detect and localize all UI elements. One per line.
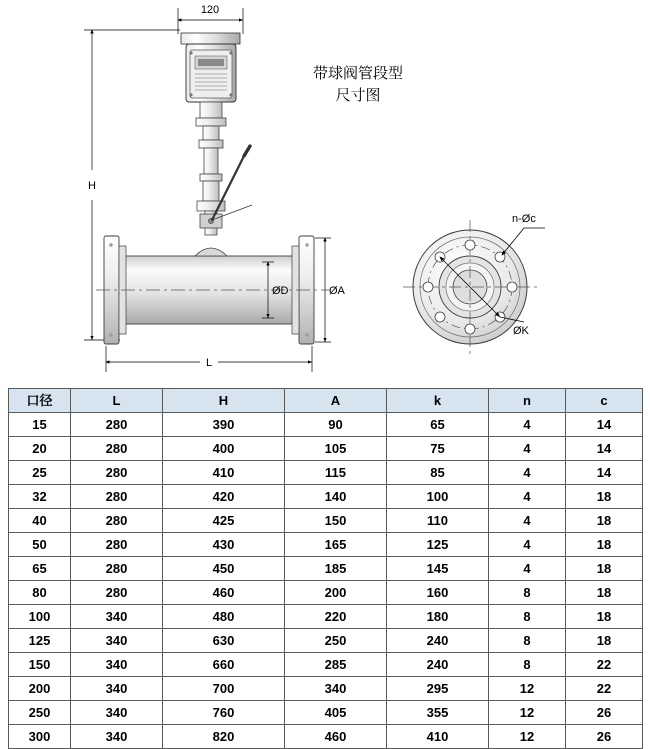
table-header-row bbox=[9, 389, 643, 413]
cell-h: 660 bbox=[163, 653, 285, 677]
cell-a: 185 bbox=[285, 557, 387, 581]
spec-table-container bbox=[8, 388, 642, 749]
table-row bbox=[9, 437, 643, 461]
cell-h: 450 bbox=[163, 557, 285, 581]
cell-n: 12 bbox=[489, 725, 566, 749]
cell-l: 340 bbox=[71, 605, 163, 629]
cell-h: 820 bbox=[163, 725, 285, 749]
table-row bbox=[9, 533, 643, 557]
cell-k: 180 bbox=[387, 605, 489, 629]
column-header-bore: 口径 bbox=[9, 389, 71, 413]
cell-bore: 15 bbox=[9, 413, 71, 437]
cell-k: 355 bbox=[387, 701, 489, 725]
cell-bore: 300 bbox=[9, 725, 71, 749]
column-header-c: c bbox=[566, 389, 643, 413]
cell-a: 285 bbox=[285, 653, 387, 677]
outer-diameter-label: ØA bbox=[329, 285, 345, 297]
cell-n: 8 bbox=[489, 629, 566, 653]
cell-h: 425 bbox=[163, 509, 285, 533]
cell-bore: 65 bbox=[9, 557, 71, 581]
cell-c: 18 bbox=[566, 605, 643, 629]
column-header-n: n bbox=[489, 389, 566, 413]
table-row bbox=[9, 725, 643, 749]
cell-n: 4 bbox=[489, 485, 566, 509]
cell-k: 110 bbox=[387, 509, 489, 533]
cell-l: 340 bbox=[71, 677, 163, 701]
cell-a: 165 bbox=[285, 533, 387, 557]
cell-bore: 250 bbox=[9, 701, 71, 725]
cell-n: 4 bbox=[489, 437, 566, 461]
table-row bbox=[9, 509, 643, 533]
column-header-l: L bbox=[71, 389, 163, 413]
cell-n: 4 bbox=[489, 413, 566, 437]
cell-c: 18 bbox=[566, 629, 643, 653]
cell-n: 12 bbox=[489, 677, 566, 701]
bolt-holes-label: n-Øc bbox=[512, 213, 536, 225]
cell-bore: 20 bbox=[9, 437, 71, 461]
cell-a: 200 bbox=[285, 581, 387, 605]
inner-diameter-label: ØD bbox=[272, 285, 289, 297]
cell-a: 250 bbox=[285, 629, 387, 653]
cell-a: 150 bbox=[285, 509, 387, 533]
cell-l: 340 bbox=[71, 653, 163, 677]
cell-l: 280 bbox=[71, 581, 163, 605]
cell-c: 18 bbox=[566, 557, 643, 581]
cell-h: 420 bbox=[163, 485, 285, 509]
cell-a: 115 bbox=[285, 461, 387, 485]
cell-l: 280 bbox=[71, 557, 163, 581]
column-header-h: H bbox=[163, 389, 285, 413]
cell-n: 4 bbox=[489, 461, 566, 485]
table-row bbox=[9, 605, 643, 629]
cell-l: 340 bbox=[71, 629, 163, 653]
cell-l: 340 bbox=[71, 725, 163, 749]
cell-l: 280 bbox=[71, 485, 163, 509]
cell-c: 14 bbox=[566, 437, 643, 461]
table-body bbox=[9, 413, 643, 749]
cell-n: 4 bbox=[489, 533, 566, 557]
cell-h: 410 bbox=[163, 461, 285, 485]
cell-n: 8 bbox=[489, 653, 566, 677]
cell-bore: 125 bbox=[9, 629, 71, 653]
cell-c: 18 bbox=[566, 509, 643, 533]
cell-c: 14 bbox=[566, 461, 643, 485]
flange-face-view bbox=[403, 213, 545, 354]
table-row bbox=[9, 485, 643, 509]
height-label: H bbox=[88, 180, 96, 192]
cell-a: 105 bbox=[285, 437, 387, 461]
cell-k: 240 bbox=[387, 629, 489, 653]
sensor-neck bbox=[196, 102, 226, 235]
cell-l: 280 bbox=[71, 533, 163, 557]
cell-bore: 50 bbox=[9, 533, 71, 557]
cell-n: 4 bbox=[489, 557, 566, 581]
cell-n: 8 bbox=[489, 581, 566, 605]
cell-c: 18 bbox=[566, 533, 643, 557]
table-row bbox=[9, 629, 643, 653]
diagram-title-line1: 带球阀管段型 bbox=[312, 65, 404, 82]
cell-n: 8 bbox=[489, 605, 566, 629]
cell-l: 280 bbox=[71, 437, 163, 461]
cell-k: 65 bbox=[387, 413, 489, 437]
cell-h: 630 bbox=[163, 629, 285, 653]
cell-c: 14 bbox=[566, 413, 643, 437]
diagram-title-line2: 尺寸图 bbox=[335, 87, 381, 104]
cell-bore: 25 bbox=[9, 461, 71, 485]
cell-c: 18 bbox=[566, 485, 643, 509]
cell-h: 460 bbox=[163, 581, 285, 605]
cell-c: 26 bbox=[566, 701, 643, 725]
bolt-circle-label: ØK bbox=[513, 325, 529, 337]
pipe-body bbox=[96, 236, 330, 344]
cell-a: 460 bbox=[285, 725, 387, 749]
cell-a: 220 bbox=[285, 605, 387, 629]
cell-a: 140 bbox=[285, 485, 387, 509]
cell-k: 145 bbox=[387, 557, 489, 581]
table-row bbox=[9, 701, 643, 725]
transmitter-head bbox=[181, 33, 240, 102]
table-row bbox=[9, 413, 643, 437]
cell-c: 22 bbox=[566, 677, 643, 701]
spec-table bbox=[8, 388, 643, 749]
cell-bore: 80 bbox=[9, 581, 71, 605]
cell-k: 410 bbox=[387, 725, 489, 749]
cell-k: 160 bbox=[387, 581, 489, 605]
cell-bore: 100 bbox=[9, 605, 71, 629]
cell-a: 405 bbox=[285, 701, 387, 725]
cell-a: 90 bbox=[285, 413, 387, 437]
cell-n: 12 bbox=[489, 701, 566, 725]
cell-k: 75 bbox=[387, 437, 489, 461]
column-header-k: k bbox=[387, 389, 489, 413]
cell-k: 85 bbox=[387, 461, 489, 485]
cell-bore: 150 bbox=[9, 653, 71, 677]
cell-h: 430 bbox=[163, 533, 285, 557]
length-label: L bbox=[205, 357, 213, 369]
table-row bbox=[9, 461, 643, 485]
table-row bbox=[9, 557, 643, 581]
cell-k: 125 bbox=[387, 533, 489, 557]
cell-n: 4 bbox=[489, 509, 566, 533]
cell-h: 390 bbox=[163, 413, 285, 437]
cell-c: 18 bbox=[566, 581, 643, 605]
cell-h: 760 bbox=[163, 701, 285, 725]
table-row bbox=[9, 677, 643, 701]
cell-k: 240 bbox=[387, 653, 489, 677]
cell-l: 280 bbox=[71, 413, 163, 437]
cell-bore: 200 bbox=[9, 677, 71, 701]
table-row bbox=[9, 581, 643, 605]
table-row bbox=[9, 653, 643, 677]
top-width-label: 120 bbox=[200, 4, 220, 16]
cell-l: 280 bbox=[71, 461, 163, 485]
cell-l: 340 bbox=[71, 701, 163, 725]
cell-k: 100 bbox=[387, 485, 489, 509]
cell-k: 295 bbox=[387, 677, 489, 701]
cell-c: 26 bbox=[566, 725, 643, 749]
cell-h: 480 bbox=[163, 605, 285, 629]
cell-h: 700 bbox=[163, 677, 285, 701]
cell-c: 22 bbox=[566, 653, 643, 677]
column-header-a: A bbox=[285, 389, 387, 413]
cell-l: 280 bbox=[71, 509, 163, 533]
cell-bore: 40 bbox=[9, 509, 71, 533]
cell-bore: 32 bbox=[9, 485, 71, 509]
cell-h: 400 bbox=[163, 437, 285, 461]
cell-a: 340 bbox=[285, 677, 387, 701]
